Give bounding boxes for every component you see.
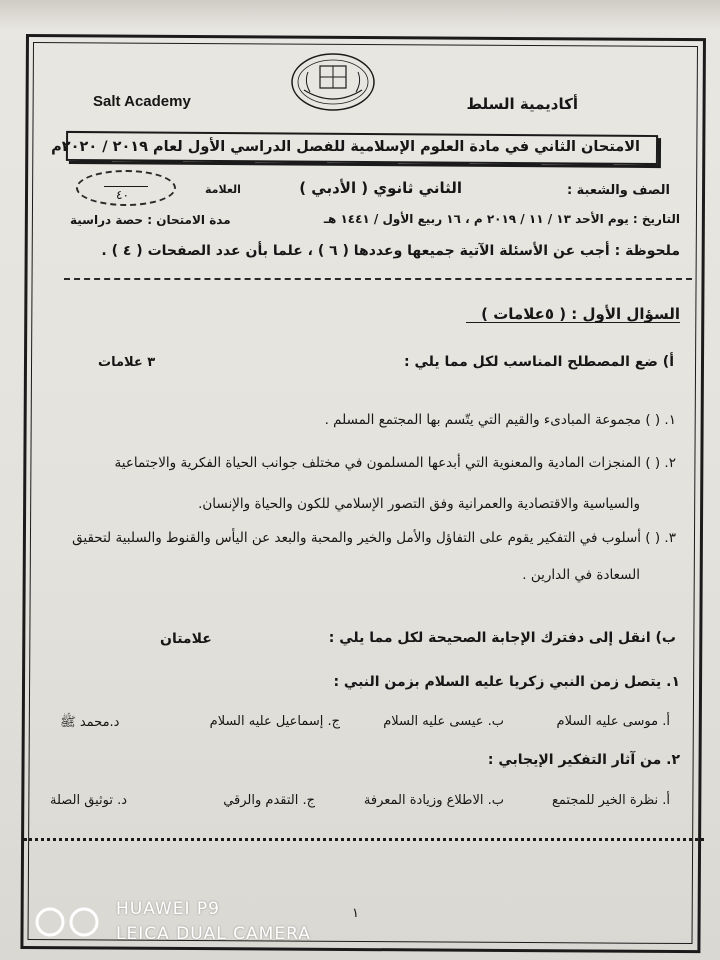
part-b-heading: ب) انقل إلى دفترك الإجابة الصحيحة لكل مما يلي : [328,630,676,646]
question1-title: السؤال الأول : ( ٥علامات ) [481,305,680,323]
mcq-1-option-d: د.محمد ﷺ [60,715,120,730]
part-a-item-3: ٣. ( ) أسلوب في التفكير يقوم على التفاؤل والأمل والخير والمحبة والبعد عن اليأس والقنوط والسلبية لتحقيق [72,530,676,546]
school-logo-icon [290,52,376,112]
part-a-heading: أ) ضع المصطلح المناسب لكل مما يلي : [403,354,674,370]
school-name-arabic: أكاديمية السلط [466,95,578,113]
part-a-item-2: ٢. ( ) المنجزات المادية والمعنوية التي أبدعها المسلمون في مختلف جوانب الحياة الفكرية والاجتماعية [114,455,676,471]
mark-denominator: ٤٠ [116,188,129,202]
camera-watermark-model: HUAWEI P9 [116,899,220,919]
part-a-item-2-continued: والسياسية والاقتصادية والعمرانية وفق التصور الإسلامي للكون والحياة والإنسان. [198,496,640,512]
school-name-english: Salt Academy [93,93,191,110]
part-b-marks: علامتان [160,631,212,647]
dashed-divider [64,278,692,280]
mcq-1-option-c: ج. إسماعيل عليه السلام [209,714,340,729]
page-number: ١ [352,906,359,921]
grade-value: الثاني ثانوي ( الأدبي ) [299,179,462,197]
question1-underline [466,322,680,323]
mcq-2-question: ٢. من آثار التفكير الإيجابي : [487,752,680,768]
mark-fraction-line [104,186,148,187]
exam-title: الامتحان الثاني في مادة العلوم الإسلامية للفصل الدراسي الأول لعام ٢٠١٩ / ٢٠٢٠م [51,139,640,155]
grade-label: الصف والشعبة : [566,183,670,198]
top-shadow [0,0,720,30]
instructions-note: ملحوظة : أجب عن الأسئلة الآتية جميعها وعددها ( ٦ ) ، علما بأن عدد الصفحات ( ٤ ) . [101,243,680,259]
part-a-item-1: ١. ( ) مجموعة المبادىء والقيم التي يتّسم بها المجتمع المسلم . [324,412,676,428]
camera-logo-icon [34,906,102,938]
dotted-divider [24,838,704,841]
mcq-1-option-a: أ. موسى عليه السلام [556,714,670,729]
mcq-2-option-c: ج. التقدم والرقي [223,793,315,808]
mcq-2-option-b: ب. الاطلاع وزيادة المعرفة [363,793,504,808]
camera-watermark-lens: LEICA DUAL CAMERA [116,924,311,944]
part-a-marks: ٣ علامات [98,355,156,370]
mcq-1-question: ١. يتصل زمن النبي زكريا عليه السلام بزمن النبي : [333,674,680,690]
exam-duration: مدة الامتحان : حصة دراسية [70,213,231,227]
exam-date: التاريخ : يوم الأحد ١٣ / ١١ / ٢٠١٩ م ، ١٦ ربيع الأول / ١٤٤١ هـ [323,212,680,226]
part-a-item-3-continued: السعادة في الدارين . [522,567,640,583]
mark-label: العلامة [205,183,241,196]
mcq-2-option-d: د. توثيق الصلة [50,793,128,808]
mcq-1-option-b: ب. عيسى عليه السلام [383,714,504,729]
mcq-2-option-a: أ. نظرة الخير للمجتمع [552,793,670,808]
